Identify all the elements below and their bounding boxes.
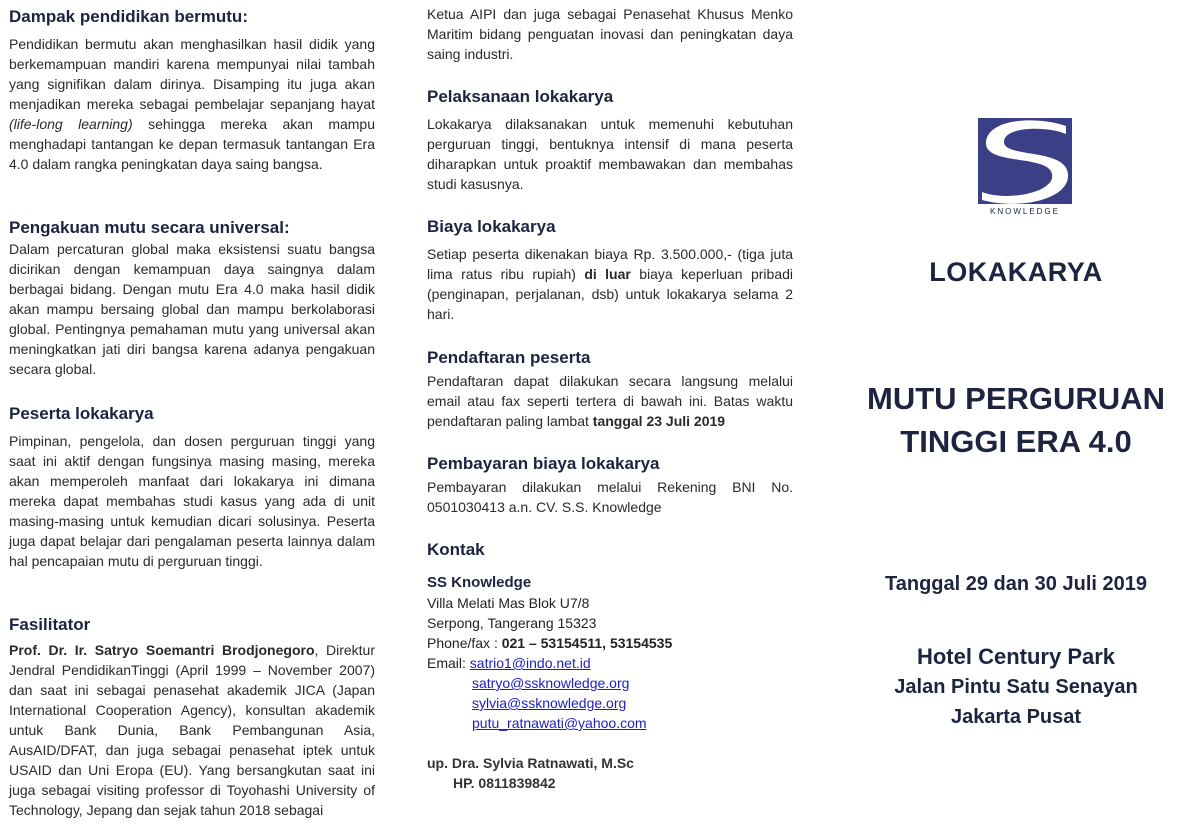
event-title: MUTU PERGURUAN TINGGI ERA 4.0: [867, 381, 1165, 459]
section-text: Pembayaran dilakukan melalui Rekening BNI No. 0501030413 a.n. CV. S.S. Knowledge: [427, 479, 793, 515]
section-title: Fasilitator: [9, 615, 91, 634]
event-venue: Hotel Century Park: [916, 644, 1116, 669]
event-type-heading: LOKAKARYA: [929, 257, 1103, 287]
section-dampak: [9, 6, 375, 174]
ss-knowledge-logo: [978, 118, 1072, 218]
section-title: Kontak: [427, 540, 485, 559]
section-title: Pembayaran biaya lokakarya: [427, 454, 660, 473]
contact-address-2: Serpong, Tangerang 15323: [427, 615, 597, 631]
contact-hp: HP. 0811839842: [453, 775, 556, 791]
section-pengakuan: [9, 217, 375, 379]
section-pembayaran: [427, 453, 793, 517]
section-text: Pimpinan, pengelola, dan dosen perguruan tinggi yang saat ini aktif dengan fungsinya masing masing, mereka akan memperoleh manfaat dari lokakarya ini dimana mereka dapat membahas studi kasus yang ada di unit masing-masing untuk kemudian dicari solusinya. Peserta juga dapat belajar dari pengalaman peserta lainnya dalam hal pencapaian mutu di perguruan tinggi.: [9, 433, 375, 569]
section-title: Peserta lokakarya: [9, 404, 154, 423]
fasilitator-continued: [427, 4, 793, 64]
section-pendaftaran: [427, 347, 793, 431]
section-text: Prof. Dr. Ir. Satryo Soemantri Brodjonegoro, Direktur Jendral PendidikanTinggi (April 1999 – November 2007) dan saat ini sebagai penasehat akademik JICA (Japan International Cooperation Agency), konsultan akademik untuk Bank Dunia, Bank Pembangunan Asia, AusAID/DFAT, dan juga sebagai penasehat iptek untuk USAID dan Uni Eropa (EU). Yang bersangkutan saat ini juga sebagai visiting professor di Toyohashi University of Technology, Jepang dan sejak tahun 2018 sebagai: [9, 642, 375, 818]
section-biaya: [427, 216, 793, 324]
contact-address-1: Villa Melati Mas Blok U7/8: [427, 595, 590, 611]
contact-phone: Phone/fax : 021 – 53154511, 53154535: [427, 635, 673, 651]
section-text: Pendidikan bermutu akan menghasilkan hasil didik yang berkemampuan mandiri karena mempunyai nilai tambah yang signifikan dalam dirinya. Disamping itu juga akan menjadikan mereka sebagai pembelajar sepanjang hayat (life-long learning) sehingga mereka akan mampu menghadapi tantangan ke depan termasuk tantangan Era 4.0 dalam rangka peningkatan daya saing bangsa.: [9, 36, 375, 172]
contact-email: Email: satrio1@indo.net.id: [427, 655, 591, 671]
venue-address-2: Jakarta Pusat: [950, 706, 1082, 728]
section-text: Ketua AIPI dan juga sebagai Penasehat Khusus Menko Maritim bidang penguatan inovasi dan peningkatan daya saing industri.: [427, 6, 793, 62]
section-text: Dalam percaturan global maka eksistensi suatu bangsa dicirikan dengan kemampuan daya saingnya dalam berbagai bidang. Dengan mutu Era 4.0 maka hasil didik akan mampu bersaing global dan mampu berkolaborasi global. Pentingnya pemahaman mutu yang universal akan meningkatkan jati diri bangsa karena adanya pengakuan secara global.: [9, 241, 375, 377]
contact-person: up. Dra. Sylvia Ratnawati, M.Sc: [427, 755, 634, 771]
email-link[interactable]: satrio1@indo.net.id: [469, 655, 591, 671]
section-kontak: [427, 539, 793, 793]
email-link[interactable]: sylvia@ssknowledge.org: [472, 695, 627, 711]
contact-block: [427, 573, 793, 793]
section-fasilitator: [9, 614, 375, 820]
section-text: Pendaftaran dapat dilakukan secara langsung melalui email atau fax seperti tertera di bawah ini. Batas waktu pendaftaran paling lambat tanggal 23 Juli 2019: [427, 373, 793, 429]
section-text: Lokakarya dilaksanakan untuk memenuhi kebutuhan perguruan tinggi, bentuknya intensif di mana peserta diharapkan untuk proaktif membawakan dan membahas studi kasusnya.: [427, 116, 793, 192]
section-title: Biaya lokakarya: [427, 217, 556, 236]
email-link[interactable]: putu_ratnawati@yahoo.com: [472, 715, 647, 731]
event-date: Tanggal 29 dan 30 Juli 2019: [885, 573, 1147, 595]
logo-text: KNOWLEDGE: [989, 207, 1060, 216]
section-pelaksanaan: [427, 86, 793, 194]
section-text: Setiap peserta dikenakan biaya Rp. 3.500.000,- (tiga juta lima ratus ribu rupiah) di luar biaya keperluan pribadi (penginapan, perjalanan, dsb) untuk lokakarya selama 2 hari.: [427, 246, 793, 322]
section-title: Pendaftaran peserta: [427, 348, 591, 367]
section-title: Dampak pendidikan bermutu:: [9, 7, 248, 26]
contact-org: SS Knowledge: [427, 574, 532, 591]
section-title: Pelaksanaan lokakarya: [427, 87, 614, 106]
section-title: Pengakuan mutu secara universal:: [9, 218, 290, 237]
email-link[interactable]: satryo@ssknowledge.org: [472, 675, 630, 691]
s-logo-icon: [978, 118, 1072, 204]
venue-address-1: Jalan Pintu Satu Senayan: [894, 676, 1138, 698]
section-peserta: [9, 403, 375, 571]
